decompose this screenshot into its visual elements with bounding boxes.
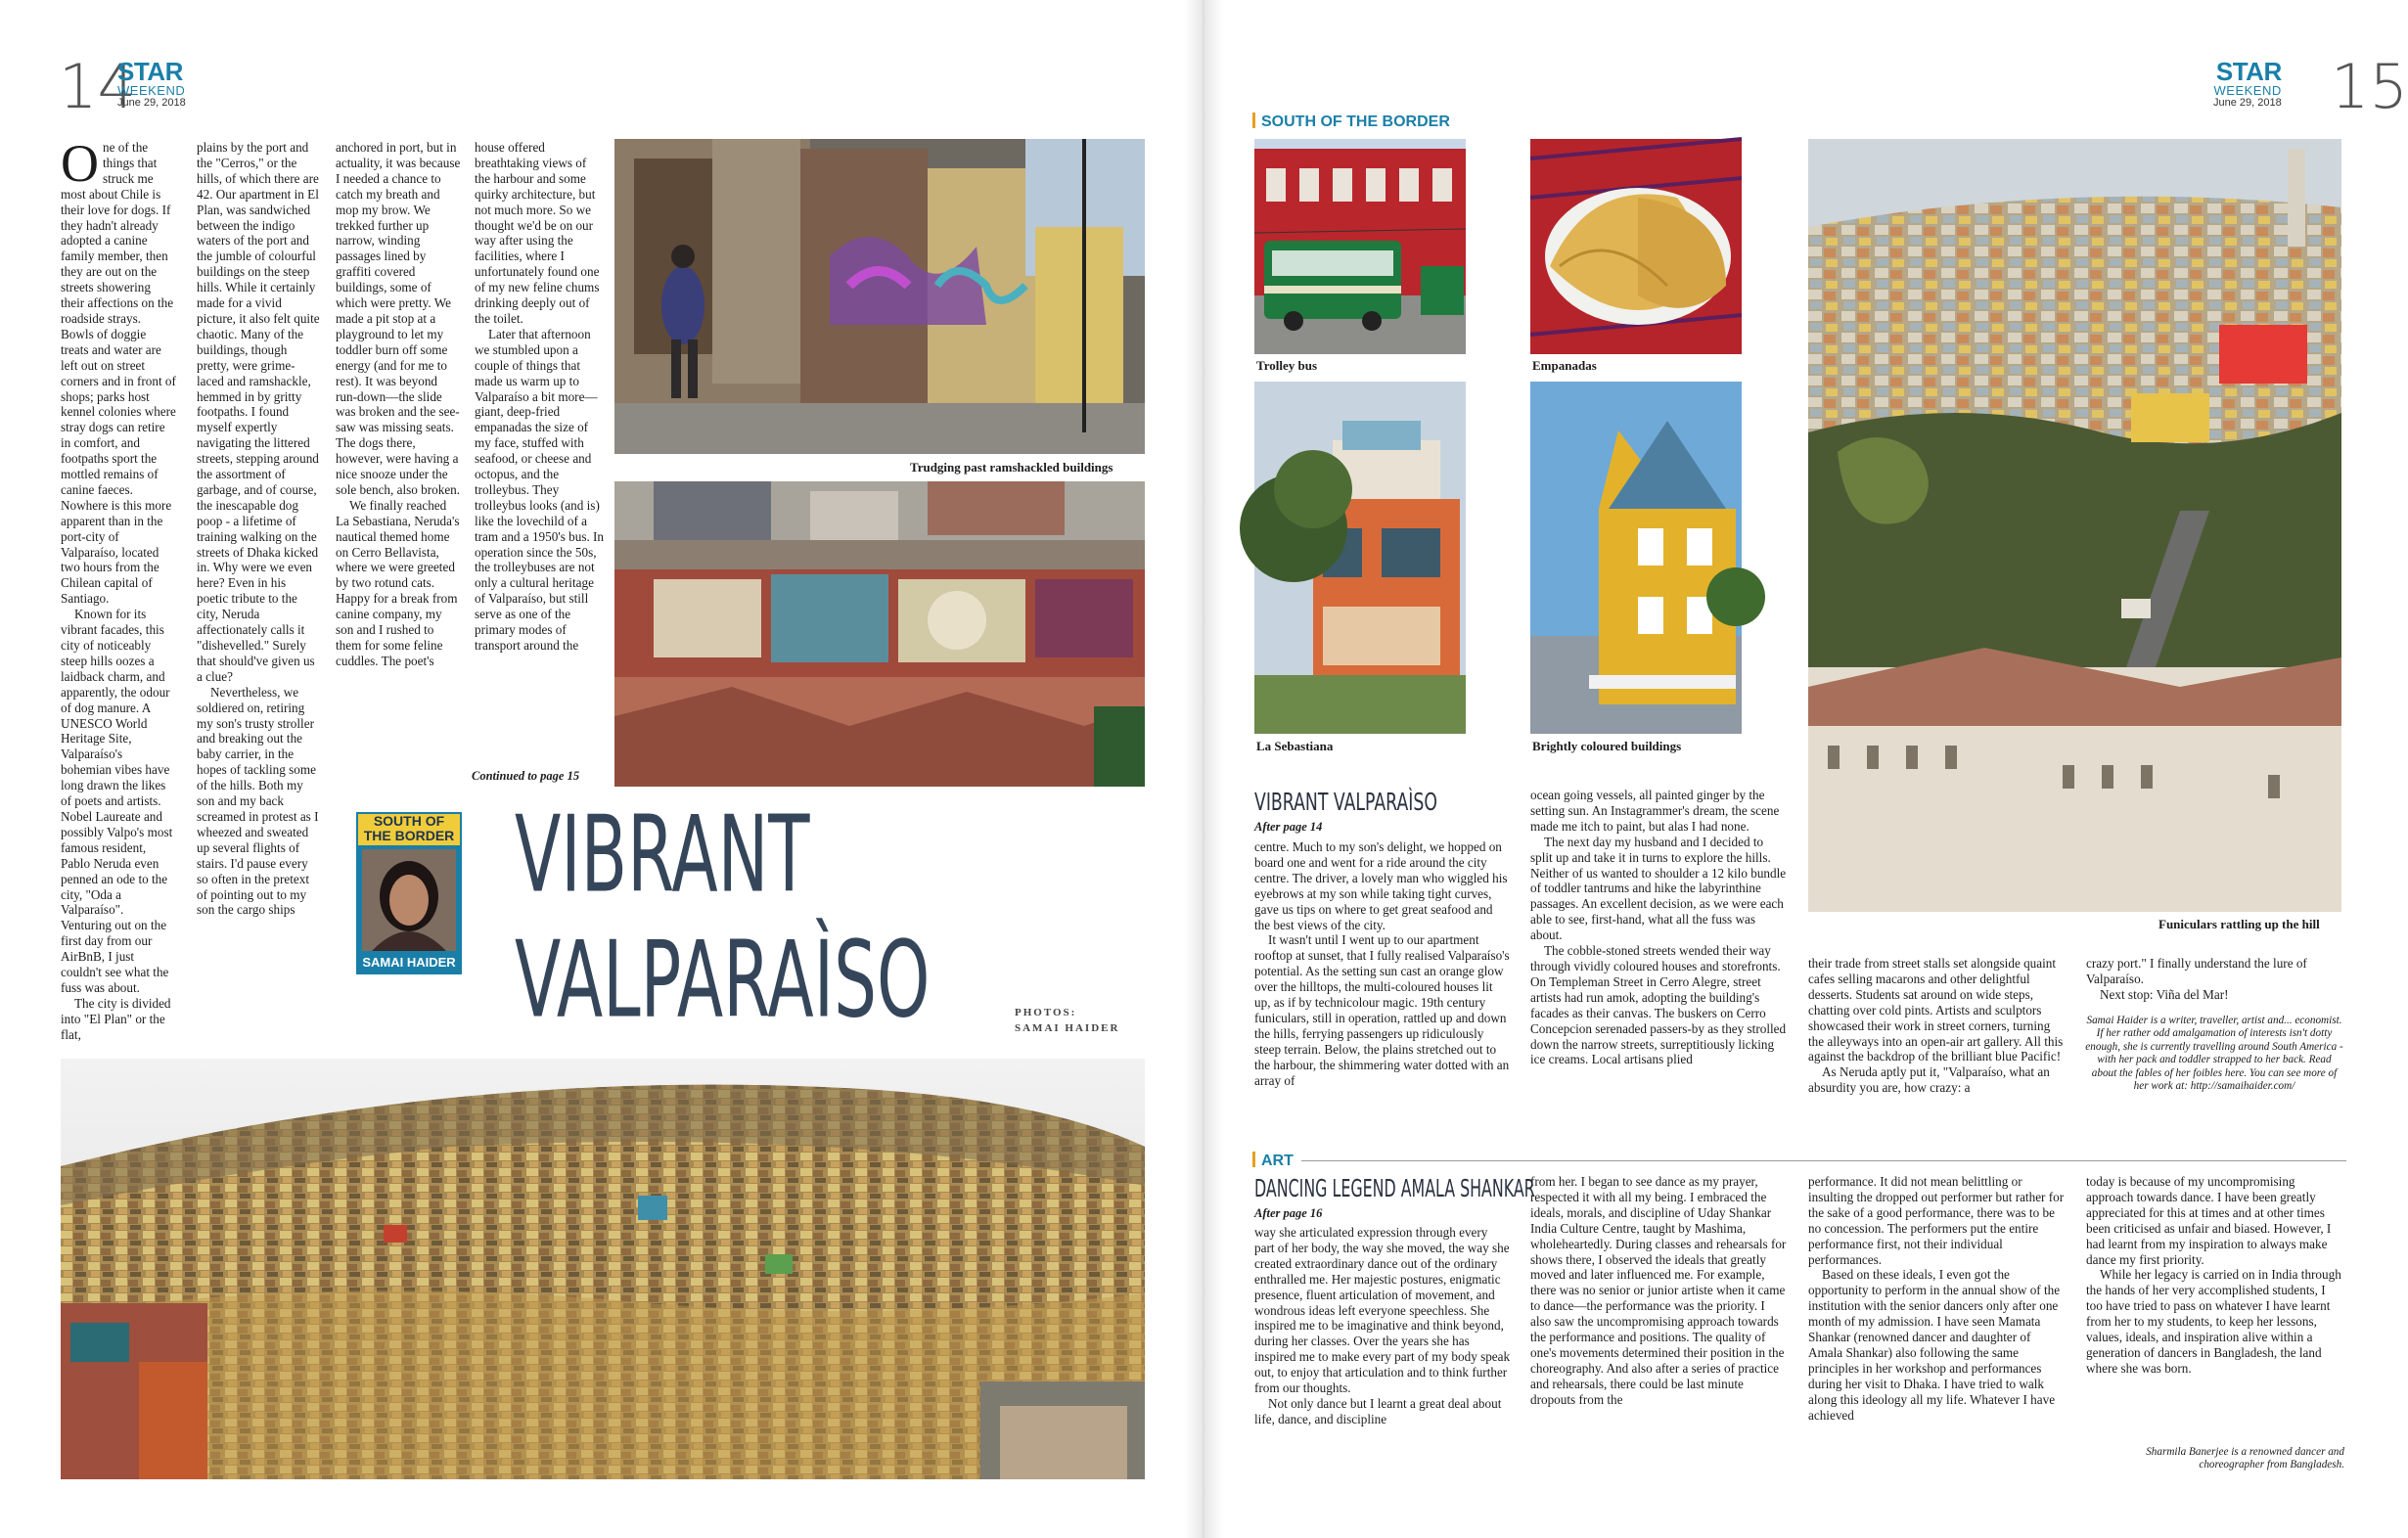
- art-section-label: ART: [1261, 1153, 1294, 1169]
- article-column-3: [336, 140, 461, 772]
- art-column-3: [1808, 1174, 2065, 1481]
- section-tag: [1252, 113, 1450, 131]
- paragraph: While her legacy is carried on in India through the hands of her very accomplished students, I too have tried to pass on whatever I have learnt from her to my students, to keep her lessons, values, ideals, and inspiration alive within a generation of dancers in Bangladesh, the land where she was born.: [2086, 1267, 2341, 1376]
- paragraph: Not only dance but I learnt a great deal about life, dance, and discipline: [1254, 1395, 1502, 1426]
- article-column-2: [1530, 788, 1787, 1135]
- section-tag-label: SOUTH OF THE BORDER: [1261, 113, 1450, 130]
- page-number: 14: [59, 51, 136, 122]
- photo-hillside-city: [61, 1059, 1145, 1479]
- paragraph: The cobble-stoned streets wended their way through vividly coloured houses and storefronts. On Templeman Street in Cerro Alegre, street artists had run amok, adopting the building's facades as their canvas. The buskers on Cerro Concepcion serenaded passers-by as they strolled down the narrow streets, surreptitiously licking ice creams. Local artisans plied: [1530, 943, 1787, 1067]
- logo-weekend: WEEKEND: [2213, 83, 2282, 98]
- paragraph: It wasn't until I went up to our apartment rooftop at sunset, that I fully realised Valparaíso's potential. As the setting sun cast an orange glow over the hilltops, the multi-coloured houses lit up, as if by technicolour magic. 19th century funiculars, still in operation, rattled up and down the hills, ferrying passengers up ridiculously steep terrain. Below, the plains stretched out to the harbour, the shimmering water dotted with an array of: [1254, 932, 1510, 1088]
- photo-caption: Trolley bus: [1256, 358, 1318, 373]
- paragraph: As Neruda aptly put it, "Valparaíso, what an absurdity you are, how crazy: a: [1808, 1064, 2050, 1096]
- article-title: VIBRANT VALPARAÌSO: [1254, 788, 1437, 817]
- paragraph: their trade from street stalls set alongside quaint cafes selling macarons and other delightful desserts. Students sat around on wide steps, chatting over cold pints. Artists and sculptors showcased their work in street corners, turning the alleyways into an open-air art gallery. All this against the backdrop of the brilliant blue Pacific!: [1808, 956, 2064, 1064]
- headline-line-1: VIBRANT: [515, 793, 810, 917]
- article-column-1: [61, 134, 176, 1077]
- photo-caption: La Sebastiana: [1256, 739, 1334, 753]
- paragraph: crazy port." I finally understand the lure of Valparaíso.: [2086, 956, 2307, 986]
- photo-credit-name: SAMAI HAIDER: [1015, 1022, 1120, 1034]
- photo-la-sebastiana: [1254, 382, 1466, 734]
- columnist-box: [356, 812, 462, 974]
- paragraph: ne of the things that struck me most about Chile is their love for dogs. If they hadn't already adopted a canine family member, then they are out on the streets showering their affections on the roadside strays. Bowls of doggie treats and water are left out on street corners and in front of shops; parks host kennel colonies where stray dogs can retire in comfort, and footpaths sport the mottled remains of canine faeces. Nowhere is this more apparent than in the port-city of Valparaíso, located two hours from the Chilean capital of Santiago.: [61, 140, 176, 607]
- paragraph: Nevertheless, we soldiered on, retiring my son's trusty stroller and breaking out the baby carrier, in the hopes of tackling some of the hills. Both my son and my back screamed in protest as I wheezed and sweated up several flights of stairs. I'd pause every so often in the pretext of pointing out to my son the cargo ships: [197, 684, 319, 918]
- paragraph: from her. I began to see dance as my prayer, respected it with all my being. I embraced the ideals, morals, and discipline of Uday Shankar India Culture Centre, taught by Mashima, wholeheartedly. During classes and rehearsals for shows there, I observed the ideals that greatly moved and later influenced me. For example, there was no senior or junior artiste when it came to dance—the performance was the priority. I also saw the uncompromising approach towards the performance and positions. The quality of one's movements determined their position in the choreography. And also after a series of practice and rehearsals, there could be last minute dropouts from the: [1530, 1174, 1787, 1407]
- headline-line-2: VALPARAÌSO: [515, 919, 931, 1042]
- paragraph: The next day my husband and I decided to split up and take it in turns to explore the hills. Neither of us wanted to shoulder a 12 kilo bundle of toddler tantrums and hike the labyrinthine passages. An excellent decision, as we were each able to see, first-hand, what all the fuss was about.: [1530, 834, 1787, 943]
- after-page-note: After page 14: [1254, 820, 1323, 834]
- page-number: 15: [2331, 51, 2408, 122]
- paragraph: plains by the port and the "Cerros," or the hills, of which there are 42. Our apartment in El Plan, was sandwiched between the indigo waters of the port and the jumble of colourful buildings on the steep hills. While it certainly made for a vivid picture, it also felt quite chaotic. Many of the buildings, though pretty, were grime-laced and ramshackle, hemmed in by gritty footpaths. I found myself expertly navigating the littered streets, stepping around the assortment of garbage, and of course, the inescapable dog poop - a lifetime of training walking on the streets of Dhaka kicked in. Why were we even here? Even in his poetic tribute to the city, Neruda affectionately calls it "dishevelled." Surely that should've given us a clue?: [197, 140, 320, 684]
- author-bio: Samai Haider is a writer, traveller, artist and... economist. If her rather odd amalgamation of interests isn't dotty enough, she is currently travelling around South America - with her pack and toddler strapped to her back. Read about the fables of her foibles here. You can see more of her work at: http://samaihaider.com/: [2085, 1015, 2343, 1093]
- photo-credit-label: PHOTOS:: [1015, 1007, 1077, 1018]
- art-title: DANCING LEGEND AMALA SHANKAR: [1254, 1174, 1535, 1203]
- masthead-logo: [2213, 59, 2282, 109]
- article-column-1: [1254, 839, 1511, 1133]
- right-page: [1223, 0, 2408, 1538]
- art-column-4: [2086, 1174, 2342, 1442]
- logo-star: STAR: [2215, 57, 2282, 86]
- paragraph: today is because of my uncompromising approach towards dance. I have been greatly appreciated for this at times and at other times been criticised as unfair and biased. However, I had learnt from my inspiration to always make dance my first priority.: [2086, 1174, 2332, 1267]
- photo-coloured-buildings: [1530, 382, 1742, 734]
- issue-date: June 29, 2018: [117, 97, 186, 109]
- continued-note: Continued to page 15: [472, 769, 580, 783]
- art-section-tag: [1252, 1152, 1294, 1170]
- paragraph: Next stop: Viña del Mar!: [2100, 986, 2229, 1002]
- section-rule: [1301, 1160, 2346, 1161]
- photo-graffiti-street: [614, 139, 1145, 454]
- paragraph: ocean going vessels, all painted ginger by the setting sun. An Instagrammer's dream, the scene made me itch to paint, but alas I had none.: [1530, 788, 1780, 834]
- logo-star: STAR: [117, 57, 183, 86]
- paragraph: anchored in port, but in actuality, it was because I needed a chance to catch my breath and mop my brow. We trekked further up narrow, winding passages lined by graffiti covered buildings, some of which were pretty. We made a pit stop at a playground to let my toddler burn off some energy (and for me to rest). It was beyond run-down—the slide was broken and the see-saw was missing seats. The dogs there, however, were having a nice snooze under the sole bench, also broken.: [336, 140, 461, 497]
- paragraph: Based on these ideals, I even got the opportunity to perform in the annual show of the institution with the senior dancers only after one month of my admission. I have seen Mamata Shankar (renowned dancer and daughter of Amala Shankar) also following the same principles in her workshop and performances during her visit to Dhaka. I have tried to walk along this ideology all my life. Whatever I have achieved: [1808, 1267, 2061, 1423]
- paragraph: centre. Much to my son's delight, we hopped on board one and went for a ride around the city centre. The driver, a lovely man who wiggled his eyebrows at my son while taking tight curves, gave us tips on where to get great seafood and the best views of the city.: [1254, 839, 1508, 932]
- photo-empanadas: [1530, 139, 1742, 354]
- drop-cap: O: [61, 134, 99, 193]
- photo-caption: Brightly coloured buildings: [1532, 739, 1682, 753]
- photo-caption: Funiculars rattling up the hill: [2158, 917, 2320, 931]
- paragraph: Known for its vibrant facades, this city of noticeably steep hills oozes a laidback charm, and apparently, the odour of dog manure. A UNESCO World Heritage Site, Valparaíso's bohemian vibes have long drawn the likes of poets and artists. Nobel Laureate and possibly Valpo's most famous resident, Pablo Neruda even penned an ode to the city, "Oda a Valparaíso". Venturing out on the first day from our AirBnB, I just couldn't see what the fuss was about.: [61, 607, 173, 995]
- after-page-note: After page 16: [1254, 1206, 1323, 1220]
- columnist-name: SAMAI HAIDER: [362, 955, 456, 970]
- spread-gutter: [1184, 0, 1223, 1538]
- paragraph: The city is divided into "El Plan" or the flat,: [61, 995, 171, 1042]
- columnist-tag: SOUTH OF THE BORDER: [358, 814, 460, 845]
- photo-trolley-bus: [1254, 139, 1466, 354]
- photo-credit: [1015, 1005, 1119, 1036]
- author-credit: Sharmila Banerjee is a renowned dancer and choreographer from Bangladesh.: [2146, 1446, 2344, 1471]
- article-column-2: [197, 140, 320, 1077]
- paragraph: We finally reached La Sebastiana, Neruda's nautical themed home on Cerro Bellavista, where we were greeted by two rotund cats. Happy for a break from canine company, my son and I rushed to them for some feline cuddles. The poet's: [336, 497, 460, 668]
- columnist-avatar: [362, 849, 456, 951]
- paragraph: house offered breathtaking views of the harbour and some quirky architecture, but not much more. So we thought we'd be on our way after using the facilities, where I unfortunately found one of my new feline chums drinking deeply out of the toilet.: [475, 140, 600, 326]
- logo-weekend: WEEKEND: [117, 83, 186, 98]
- article-column-4: [475, 140, 605, 766]
- left-page: [0, 0, 1189, 1538]
- photo-caption: Trudging past ramshackled buildings: [910, 460, 1113, 475]
- article-column-3: [1808, 956, 2065, 1134]
- issue-date: June 29, 2018: [2213, 97, 2282, 109]
- art-column-2: [1530, 1174, 1787, 1481]
- photo-caption: Empanadas: [1532, 358, 1597, 373]
- photo-mural-rooftops: [614, 481, 1145, 787]
- masthead-logo: [117, 59, 186, 109]
- paragraph: Later that afternoon we stumbled upon a couple of things that made us warm up to Valparaíso a bit more—giant, deep-fried empanadas the size of my face, stuffed with seafood, or cheese and octopus, and the trolleybus. They trolleybus looks (and is) like the lovechild of a tram and a 1950's bus. In operation since the 50s, the trolleybuses are not only a cultural heritage of Valparaíso, but still serve as one of the primary modes of transport around the: [475, 326, 605, 653]
- paragraph: performance. It did not mean belittling or insulting the dropped out performer but rather for the sake of a good performance, there was to be no concession. The performers put the entire performance first, not their individual performances.: [1808, 1174, 2065, 1267]
- article-column-4: [2086, 956, 2342, 1015]
- paragraph: way she articulated expression through every part of her body, the way she moved, the way she created extraordinary dance out of the ordinary enthralled me. Her majestic postures, enigmatic presence, fluent articulation of movement, and wondrous ideas left everyone speechless. She inspired me to be imaginative and think beyond, during her classes. Over the years she has inspired me to make every part of my body speak out, to enjoy that articulation and to think further from our thoughts.: [1254, 1225, 1511, 1396]
- art-column-1: [1254, 1225, 1511, 1481]
- photo-funicular: [1808, 139, 2341, 912]
